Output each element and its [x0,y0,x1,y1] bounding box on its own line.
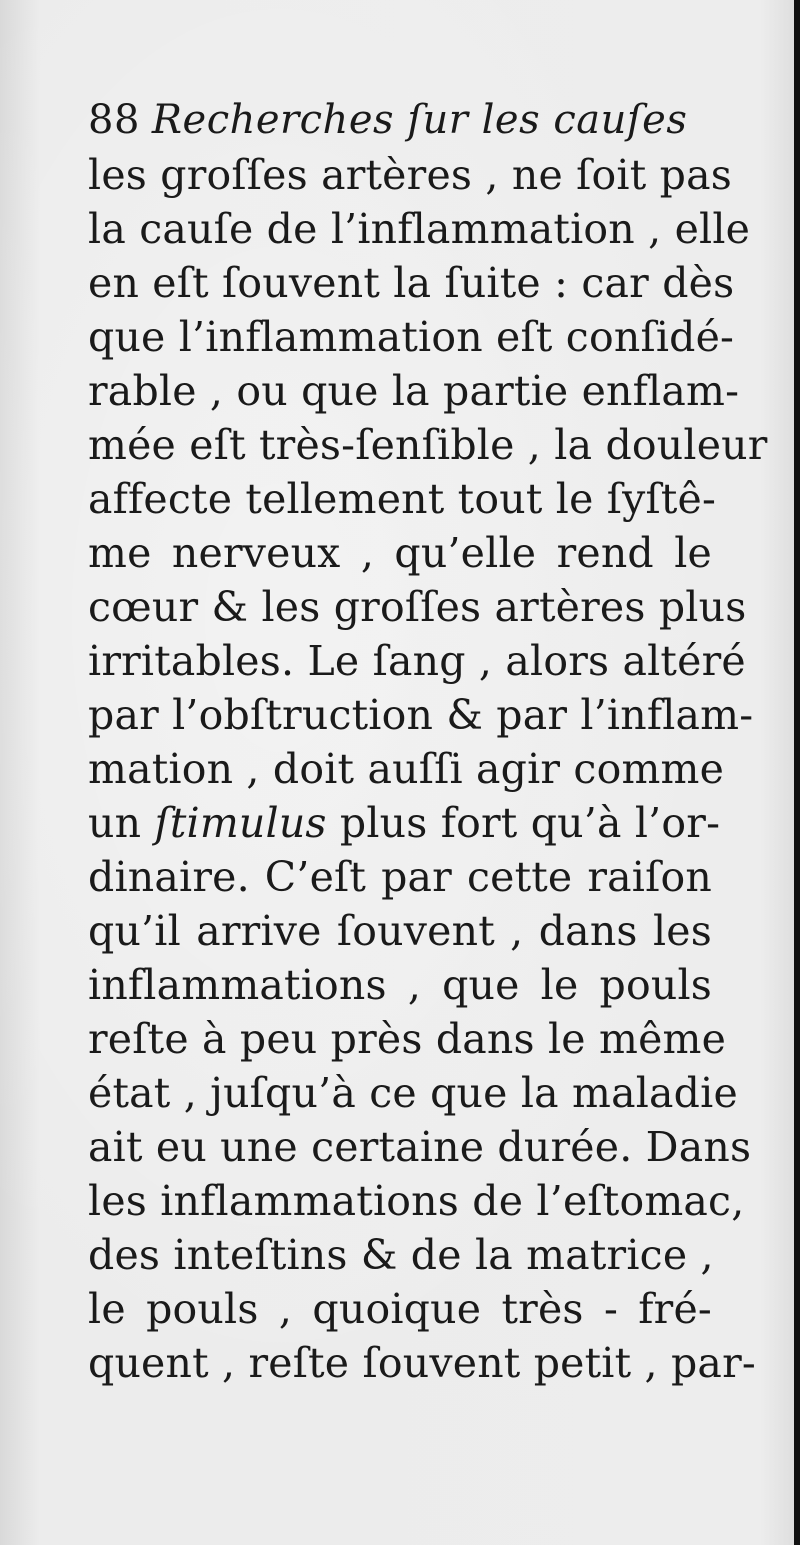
text-line-20: les inflammations de l’eſtomac, [88,1177,745,1225]
text-line-6: mée eſt très-ſenſible , la douleur [88,421,768,469]
text-line-16: inflammations , que le pouls [88,961,712,1009]
text-line-23: quent , reſte ſouvent petit , par- [88,1339,756,1387]
text-line-13-pre: un [88,799,155,847]
text-line-13-post: plus fort qu’à l’or- [326,799,721,847]
text-line-3: en eſt ſouvent la ſuite : car dès [88,259,735,307]
text-line-1: les groſſes artères , ne ſoit pas [88,151,732,199]
text-line-11: par l’obſtruction & par l’inflam- [88,691,754,739]
text-line-21: des inteſtins & de la matrice , [88,1231,714,1279]
text-line-10: irritables. Le ſang , alors altéré [88,637,746,685]
running-header [88,92,712,148]
text-line-13 [88,796,721,850]
text-line-5: rable , ou que la partie enflam- [88,367,740,415]
text-line-8: me nerveux , qu’elle rend le [88,529,712,577]
text-line-9: cœur & les groſſes artères plus [88,583,747,631]
text-line-17: reſte à peu près dans le même [88,1015,727,1063]
italic-word-stimulus: ſtimulus [154,799,327,847]
text-line-18: état , juſqu’à ce que la maladie [88,1069,738,1117]
text-line-7: affecte tellement tout le ſyſtê- [88,475,717,523]
text-block [88,92,768,1390]
page-edge-shadow [794,0,800,1545]
text-line-12: mation , doit auſſi agir comme [88,745,725,793]
text-line-4: que l’inflammation eſt conſidé- [88,313,735,361]
text-line-19: ait eu une certaine durée. Dans [88,1123,752,1171]
text-line-22: le pouls , quoique très - fré- [88,1285,712,1333]
text-line-14: dinaire. C’eſt par cette raiſon [88,853,712,901]
text-line-2: la cauſe de l’inflammation , elle [88,205,751,253]
running-head-title: Recherches ſur les cauſes [151,97,688,143]
page-number: 88 [88,97,140,143]
text-line-15: qu’il arrive ſouvent , dans les [88,907,712,955]
